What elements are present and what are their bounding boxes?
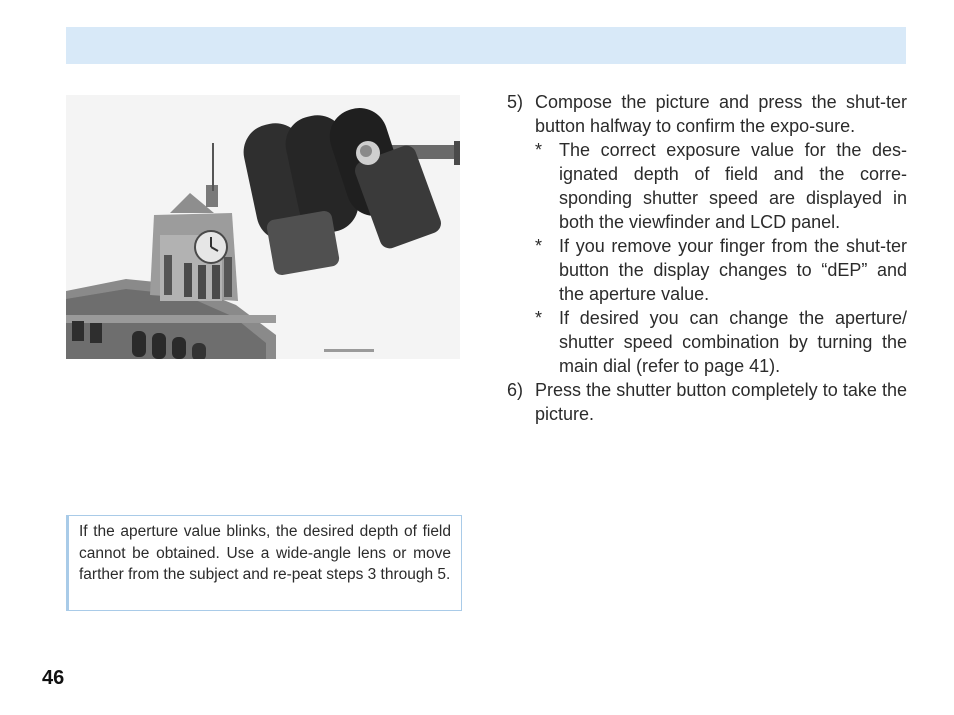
page-number: 46 [42,667,65,689]
note-text: The correct exposure value for the des-ignated depth of field and the corre-sponding shutter speed are displayed in both the viewfinder and LCD panel. [559,140,907,232]
note-exposure-value [507,138,907,234]
step-6 [507,378,907,426]
note-change-combination [507,306,907,378]
note-asterisk: * [535,308,543,328]
step-5 [507,90,907,138]
step-6-number: 6) [507,380,524,400]
header-band [66,27,906,64]
warning-box [66,515,462,611]
note-asterisk: * [535,140,543,160]
note-text: If you remove your finger from the shut-ter button the display changes to “dEP” and the aperture value. [559,236,907,304]
step-5-number: 5) [507,92,524,112]
step-6-text: Press the shutter button completely to take the picture. [535,380,907,424]
note-asterisk: * [535,236,543,256]
instructions [507,90,907,426]
photo-clock-tower-traffic-light [66,95,460,359]
step-5-text: Compose the picture and press the shut-ter button halfway to confirm the expo-sure. [535,92,907,136]
note-text: If desired you can change the aperture/ shutter speed combination by turning the main dial (refer to page 41). [559,308,907,376]
warning-text: If the aperture value blinks, the desired depth of field cannot be obtained. Use a wide-angle lens or move farther from the subject and re-peat steps 3 through 5. [79,523,451,583]
note-remove-finger [507,234,907,306]
